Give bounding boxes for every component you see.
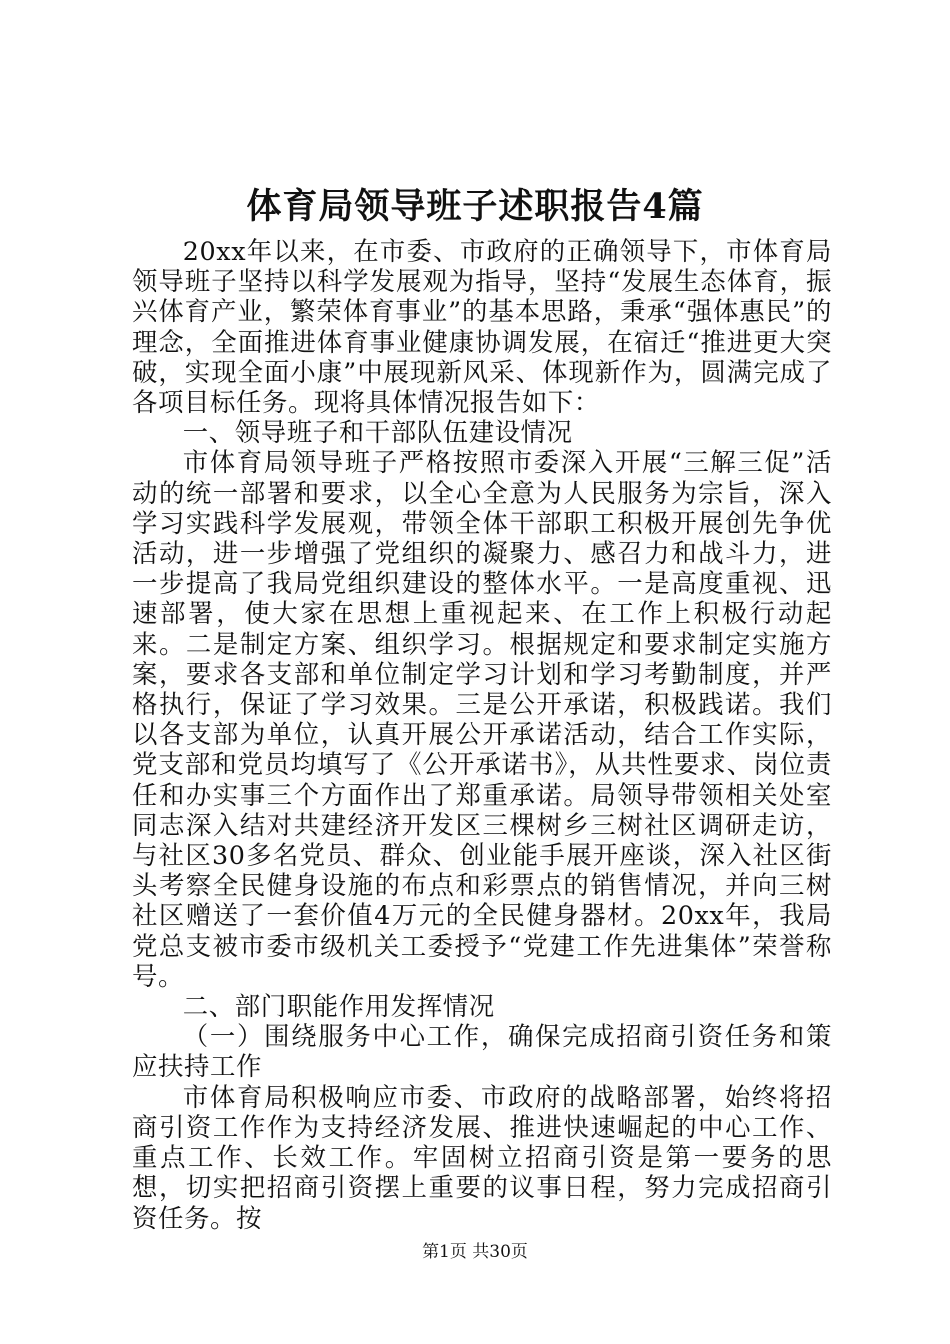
- section-heading: 一、领导班子和干部队伍建设情况: [182, 417, 573, 448]
- subsection-heading: （一）围绕服务中心工作，确保完成招商引资任务和策应扶持工作: [132, 1021, 832, 1082]
- body-paragraph: 20xx年以来，在市委、市政府的正确领导下，市体育局领导班子坚持以科学发展观为指导，坚持“发展生态体育，振兴体育产业，繁荣体育事业”的基本思路，秉承“强体惠民”的理念，全面推进体育事业健康协调发展，在宿迁“推进更大突破，实现全面小康”中展现新风采、体现新作为，圆满完成了各项目标任务。现将具体情况报告如下：: [132, 236, 832, 418]
- section-heading: 二、部门职能作用发挥情况: [182, 991, 495, 1022]
- document-title: 体育局领导班子述职报告4篇: [246, 186, 704, 227]
- document-body: [132, 236, 832, 1233]
- body-paragraph: 市体育局领导班子严格按照市委深入开展“三解三促”活动的统一部署和要求，以全心全意为人民服务为宗旨，深入学习实践科学发展观，带领全体干部职工积极开展创先争优活动，进一步增强了党组织的凝聚力、感召力和战斗力，进一步提高了我局党组织建设的整体水平。一是高度重视、迅速部署，使大家在思想上重视起来、在工作上积极行动起来。二是制定方案、组织学习。根据规定和要求制定实施方案，要求各支部和单位制定学习计划和学习考勤制度，并严格执行，保证了学习效果。三是公开承诺，积极践诺。我们以各支部为单位，认真开展公开承诺活动，结合工作实际，党支部和党员均填写了《公开承诺书》，从共性要求、岗位责任和办实事三个方面作出了郑重承诺。局领导带领相关处室同志深入结对共建经济开发区三棵树乡三树社区调研走访，与社区30多名党员、群众、创业能手展开座谈，深入社区街头考察全民健身设施的布点和彩票点的销售情况，并向三树社区赠送了一套价值4万元的全民健身器材。20xx年，我局党总支被市委市级机关工委授予“党建工作先进集体”荣誉称号。: [132, 447, 832, 991]
- body-paragraph: 市体育局积极响应市委、市政府的战略部署，始终将招商引资工作作为支持经济发展、推进快速崛起的中心工作、重点工作、长效工作。牢固树立招商引资是第一要务的思想，切实把招商引资摆上重要的议事日程，努力完成招商引资任务。按: [132, 1081, 832, 1233]
- page-number-footer: 第1页 共30页: [422, 1242, 528, 1262]
